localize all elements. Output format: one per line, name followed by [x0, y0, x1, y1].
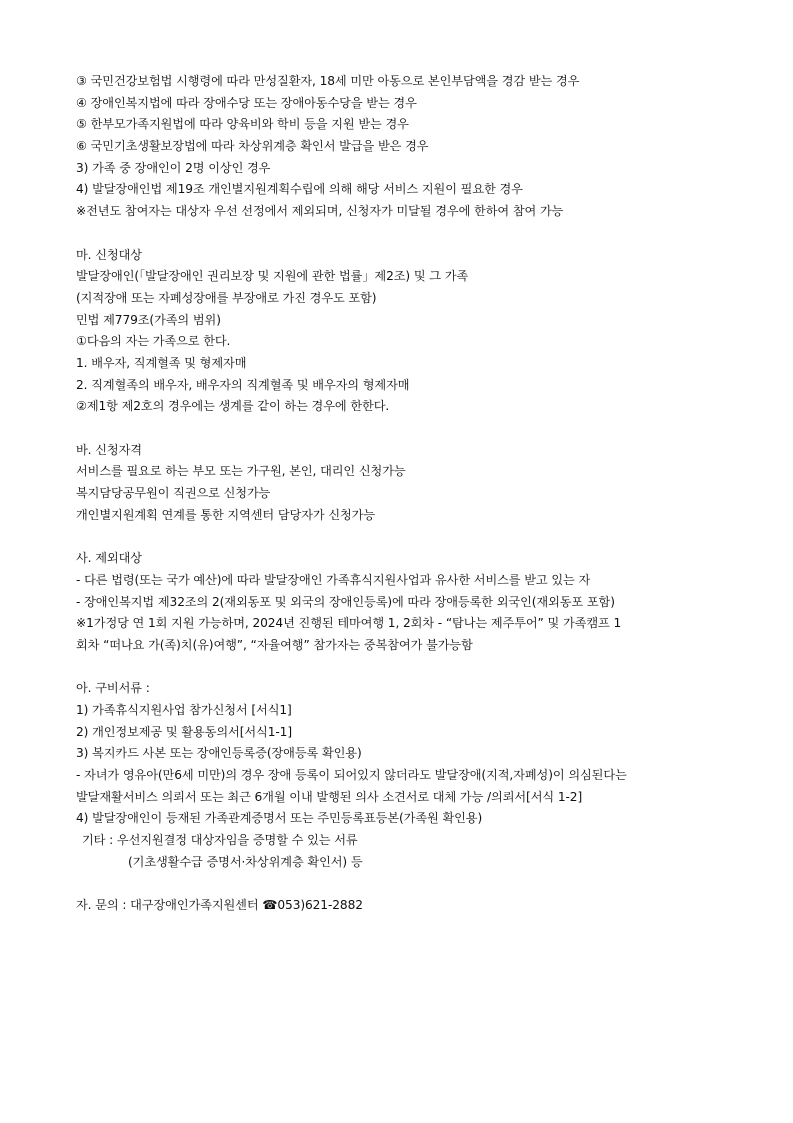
document-item: 1) 가족휴식지원사업 참가신청서 [서식1] [76, 702, 292, 717]
exclusion-line: - 장애인복지법 제32조의 2(재외동포 및 외국의 장애인등록)에 따라 장애등록한 외국인(재외동포 포함) [76, 594, 615, 609]
spacer [76, 873, 726, 895]
document-body [76, 71, 726, 917]
target-line: (지적장애 또는 자폐성장애를 부장애로 가진 경우도 포함) [76, 290, 377, 305]
spacer [76, 657, 726, 679]
section-heading-exclusion: 사. 제외대상 [76, 551, 142, 566]
document-item-note-cont: 발달재활서비스 의뢰서 또는 최근 6개월 이내 발행된 의사 소견서로 대체 가능 /의뢰서[서식 1-2] [76, 789, 583, 804]
eligibility-item-individual-plan: 4) 발달장애인법 제19조 개인별지원계획수립에 의해 해당 서비스 지원이 필요한 경우 [76, 182, 523, 197]
qualification-line: 복지담당공무원이 직권으로 신청가능 [76, 486, 271, 501]
spacer [76, 223, 726, 245]
target-line: ②제1항 제2호의 경우에는 생계를 같이 하는 경우에 한한다. [76, 399, 390, 414]
target-line: 1. 배우자, 직계혈족 및 형제자매 [76, 355, 247, 370]
section-heading-qualification: 바. 신청자격 [76, 442, 142, 457]
contact-line: 자. 문의 : 대구장애인가족지원센터 ☎053)621-2882 [76, 898, 363, 913]
exclusion-note-cont: 회차 “떠나요 가(족)치(유)여행”, “자율여행” 참가자는 중복참여가 불가능함 [76, 637, 473, 652]
exclusion-line: - 다른 법령(또는 국가 예산)에 따라 발달장애인 가족휴식지원사업과 유사한 서비스를 받고 있는 자 [76, 572, 591, 587]
qualification-line: 서비스를 필요로 하는 부모 또는 가구원, 본인, 대리인 신청가능 [76, 464, 406, 479]
document-item-note: - 자녀가 영유아(만6세 미만)의 경우 장애 등록이 되어있지 않더라도 발달장애(지적,자폐성)이 의심된다는 [76, 768, 627, 782]
section-heading-documents: 아. 구비서류 : [76, 681, 150, 696]
document-item: 4) 발달장애인이 등재된 가족관계증명서 또는 주민등록표등본(가족원 확인용) [76, 811, 483, 826]
document-etc: 기타 : 우선지원결정 대상자임을 증명할 수 있는 서류 [82, 833, 358, 848]
document-item: 2) 개인정보제공 및 활용동의서[서식1-1] [76, 724, 292, 739]
eligibility-item-multi-disabled: 3) 가족 중 장애인이 2명 이상인 경우 [76, 160, 271, 175]
target-line: 2. 직계혈족의 배우자, 배우자의 직계혈족 및 배우자의 형제자매 [76, 377, 410, 392]
target-line: ①다음의 자는 가족으로 한다. [76, 334, 231, 349]
qualification-line: 개인별지원계획 연계를 통한 지역센터 담당자가 신청가능 [76, 507, 376, 522]
exclusion-note: ※1가정당 연 1회 지원 가능하며, 2024년 진행된 테마여행 1, 2회차 - “탐나는 제주투어” 및 가족캠프 1 [76, 616, 622, 631]
eligibility-item-3: ③ 국민건강보험법 시행령에 따라 만성질환자, 18세 미만 아동으로 본인부담액을 경감 받는 경우 [76, 74, 580, 88]
target-line: 발달장애인(「발달장애인 권리보장 및 지원에 관한 법률」제2조) 및 그 가족 [76, 269, 469, 284]
eligibility-note: ※전년도 참여자는 대상자 우선 선정에서 제외되며, 신청자가 미달될 경우에 한하여 참여 가능 [76, 204, 564, 219]
document-item: 3) 복지카드 사본 또는 장애인등록증(장애등록 확인용) [76, 746, 362, 761]
eligibility-item-5: ⑤ 한부모가족지원법에 따라 양육비와 학비 등을 지원 받는 경우 [76, 117, 409, 132]
spacer [76, 526, 726, 548]
eligibility-item-6: ⑥ 국민기초생활보장법에 따라 차상위계층 확인서 발급을 받은 경우 [76, 139, 429, 154]
eligibility-item-4: ④ 장애인복지법에 따라 장애수당 또는 장애아동수당을 받는 경우 [76, 95, 417, 110]
section-heading-target: 마. 신청대상 [76, 247, 142, 262]
spacer [76, 418, 726, 440]
document-etc-sub: (기초생활수급 증명서·차상위계층 확인서) 등 [128, 854, 363, 869]
target-line: 민법 제779조(가족의 범위) [76, 312, 221, 327]
